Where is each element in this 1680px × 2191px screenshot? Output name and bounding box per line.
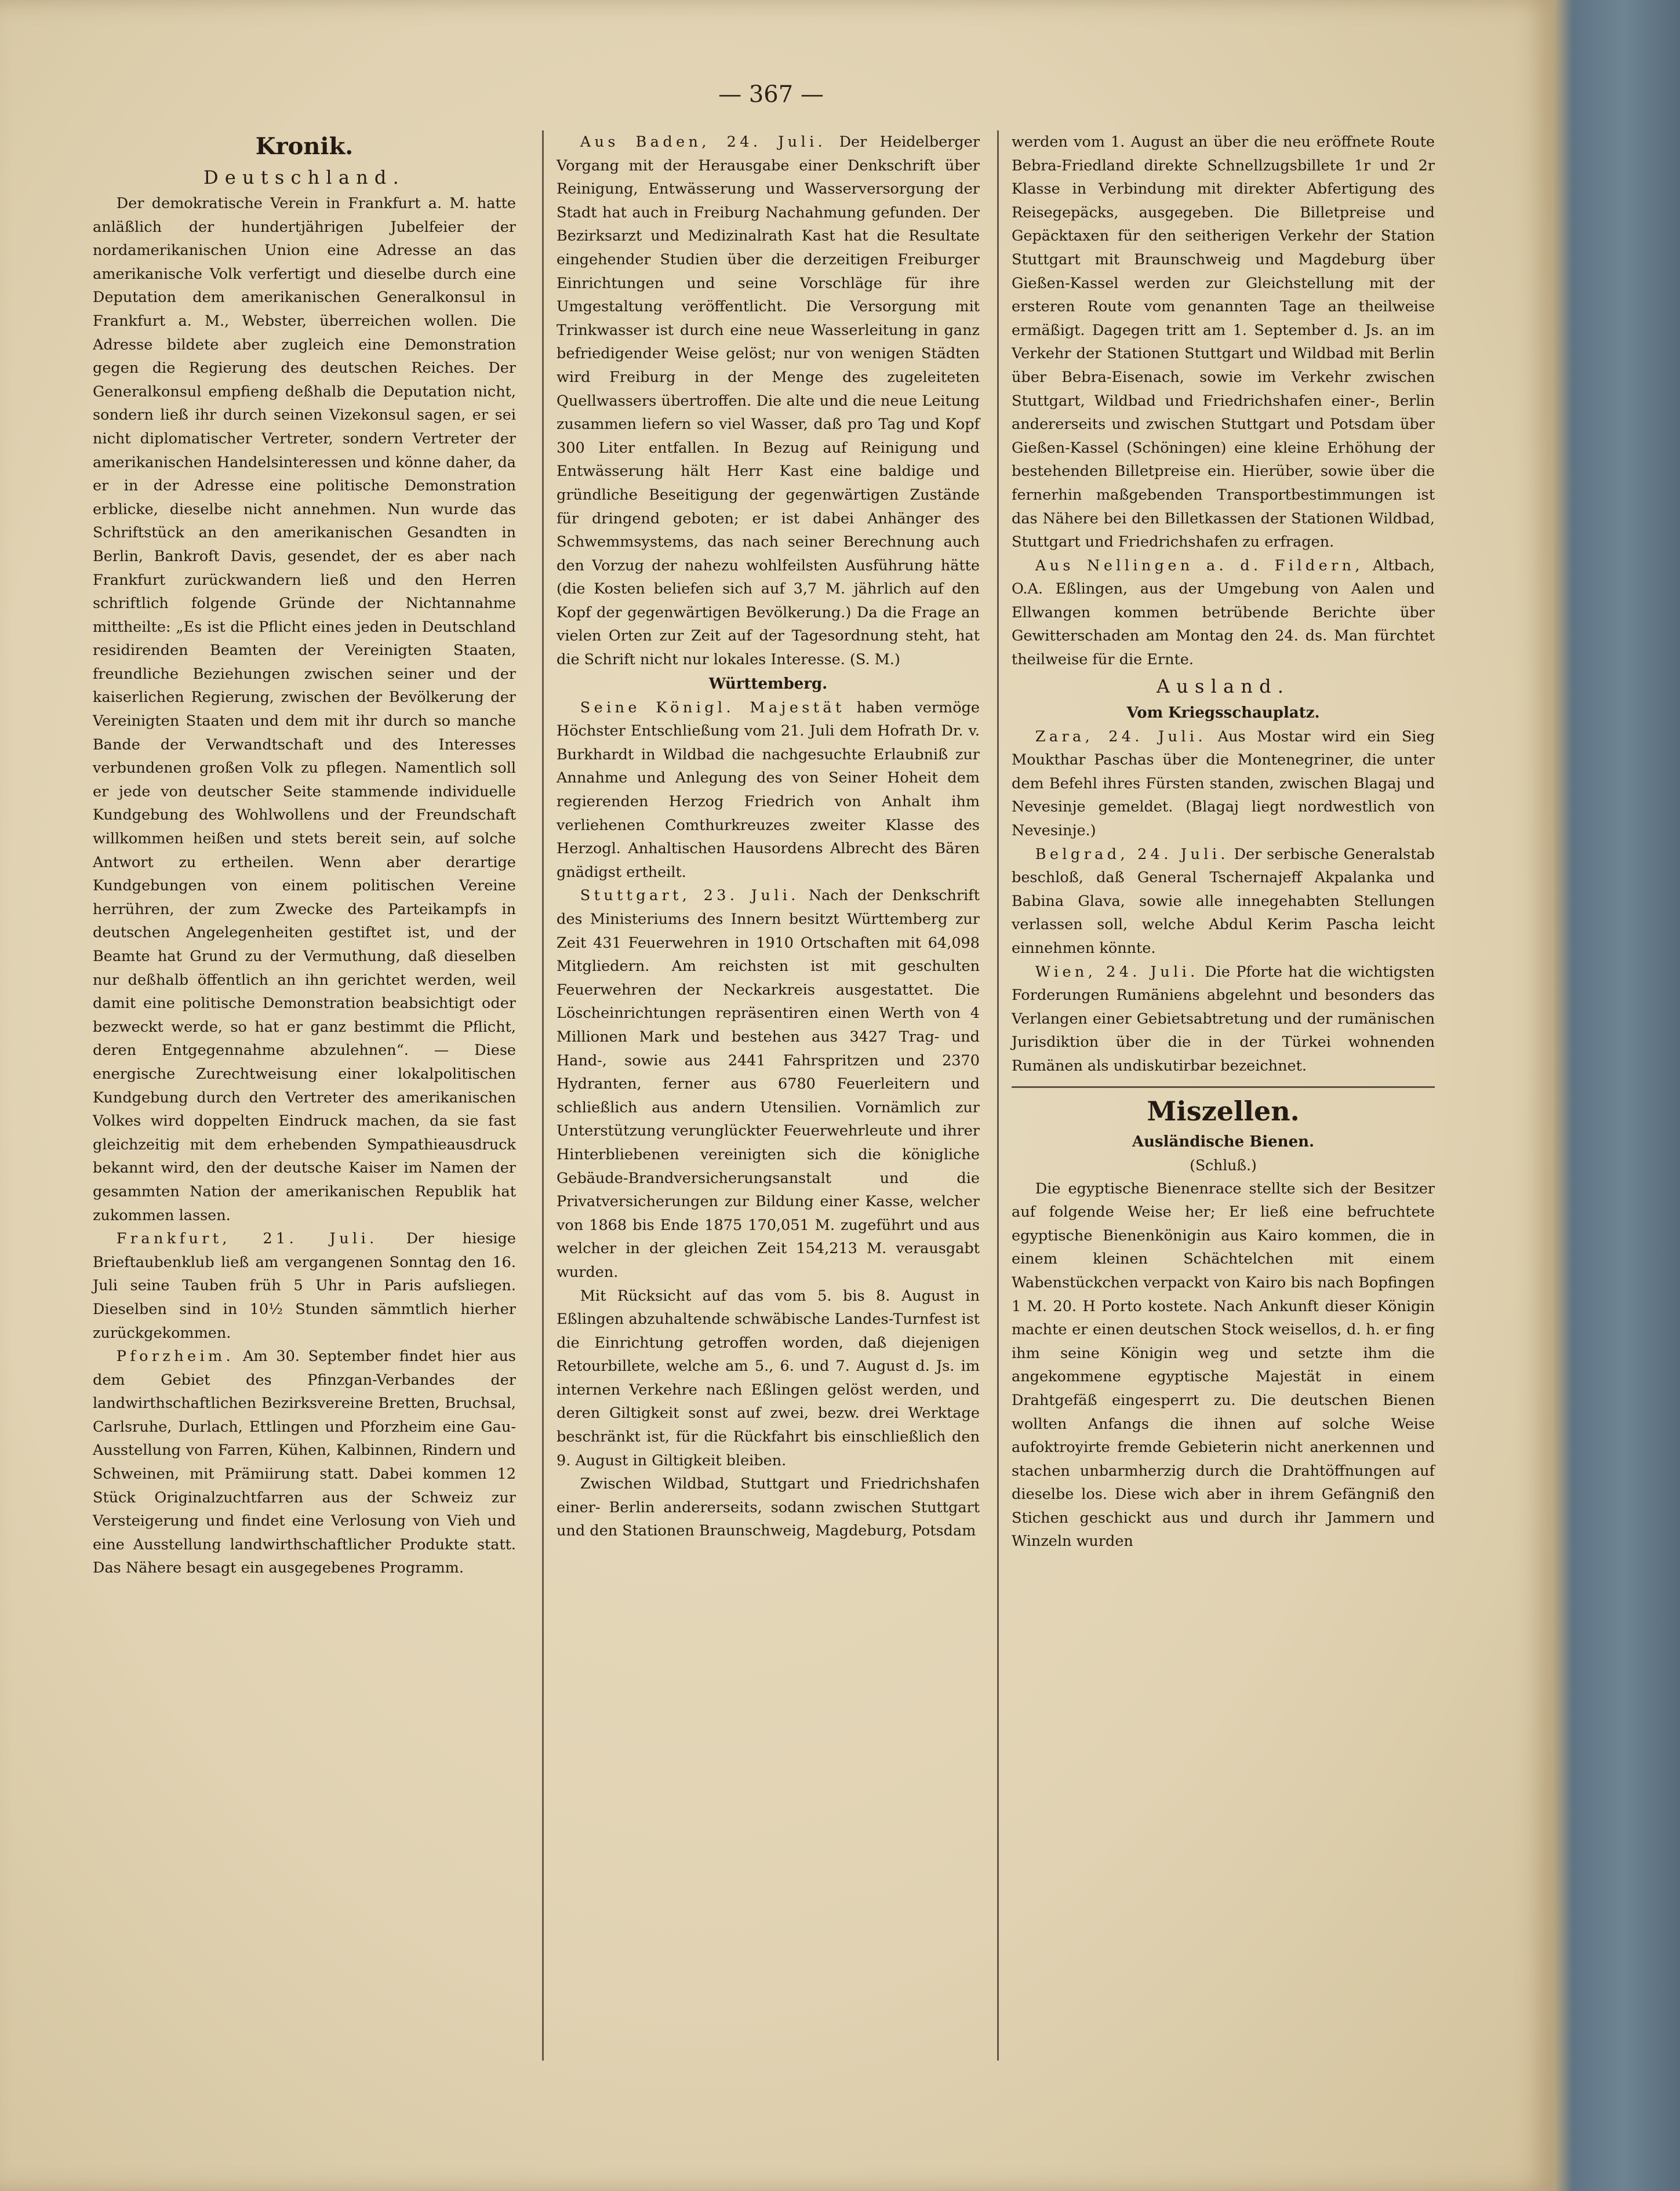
article-wildbad: Zwischen Wildbad, Stuttgart und Friedrichshafen einer- Berlin andererseits, sodann zwischen Stuttgart und den Stationen Braunschweig, Magdeburg, Potsdam [557,1475,980,1540]
heading-kriegsschauplatz: Vom Kriegsschauplatz. [1126,704,1320,722]
dateline: Aus Nellingen a. d. Fildern, [1035,556,1363,574]
article-pforzheim [93,1345,516,1580]
article-body: Der Heidelberger Vorgang mit der Herausgabe einer Denkschrift über Reinigung, Entwässerung und Wasserversorgung der Stadt hat auch in Freiburg Nachahmung gefunden. Der Bezirksarzt und Medizinalrath Kast hat die Resultate eingehender Studien über die derzeitigen Freiburger Einrichtungen und seine Vorschläge für ihre Umgestaltung veröffentlicht. Die Versorgung mit Trinkwasser ist durch eine neue Wasserleitung in ganz befriedigender Weise gelöst; nur von wenigen Städten wird Freiburg in der Menge des zugeleiteten Quellwassers übertroffen. Die alte und die neue Leitung zusammen liefern so viel Wasser, daß pro Tag und Kopf 300 Liter entfallen. In Bezug auf Reinigung und Entwässerung hält Herr Kast eine baldige und gründliche Beseitigung der gegenwärtigen Zustände für dringend geboten; er ist dabei Anhänger des Schwemmsystems, das nach seiner Berechnung auch den Vorzug der nahezu wohlfeilsten Ausführung hätte (die Kosten beliefen sich auf 3,7 M. jährlich auf den Kopf der gegenwärtigen Bevölkerung.) Da die Frage an vielen Orten zur Zeit auf der Tagesordnung steht, hat die Schrift nicht nur lokales Interesse. (S. M.) [557,133,980,669]
dateline: Aus Baden, 24. Juli. [580,133,827,151]
article-frankfurt-verein: Der demokratische Verein in Frankfurt a. M. hatte anläßlich der hundertjährigen Jubelfeier der nordamerikanischen Union eine Adresse an das amerikanische Volk verfertigt und dieselbe durch eine Deputation dem amerikanischen Generalkonsul in Frankfurt a. M., Webster, überreichen wollen. Die Adresse bildete aber zugleich eine Demonstration gegen die Regierung des deutschen Reiches. Der Generalkonsul empfieng deßhalb die Deputation nicht, sondern ließ ihr durch seinen Vizekonsul sagen, er sei nicht diplomatischer Vertreter, sondern Vertreter der amerikanischen Handelsinteressen und könne daher, da er in der Adresse eine politische Demonstration erblicke, dieselbe nicht annehmen. Nun wurde das Schriftstück an den amerikanischen Gesandten in Berlin, Bankroft Davis, gesendet, der es aber nach Frankfurt zurückwandern ließ und den Herren schriftlich folgende Gründe der Nichtannahme mittheilte: „Es ist die Pflicht eines jeden in Deutschland residirenden Beamten der Vereinigten Staaten, freundliche Beziehungen zwischen seiner und der kaiserlichen Regierung, zwischen der Bevölkerung der Vereinigten Staaten und dem mit ihr durch so manche Bande der Verwandtschaft und des Interesses verbundenen großen Volk zu pflegen. Namentlich soll er jede von deutscher Seite stammende individuelle Kundgebung des Wohlwollens und der Freundschaft willkommen heißen und stets bereit sein, auf solche Antwort zu ertheilen. Wenn aber derartige Kundgebungen von einem politischen Vereine herrühren, der zum Zwecke des Parteikampfs in deutschen Angelegenheiten gestiftet ist, und der Beamte hat Grund zu der Vermuthung, daß dieselben nur deßhalb öffentlich an ihn gerichtet werden, weil damit eine politische Demonstration beabsichtigt oder bezweckt werde, so hat er ganz bestimmt die Pflicht, deren Entgegennahme abzulehnen“. — Diese energische Zurechtweisung einer lokalpolitischen Kundgebung durch den Vertreter des amerikanischen Volkes wird doppelten Eindruck machen, da sie fast gleichzeitig mit dem erhebenden Sympathieausdruck bekannt wird, den der deutsche Kaiser im Namen der gesammten Nation der amerikanischen Republik hat zukommen lassen. [93,195,516,1224]
dateline: Stuttgart, 23. Juli. [580,887,799,905]
heading-deutschland: Deutschland. [203,166,405,188]
article-koenig [557,696,980,885]
section-heading-kronik: Kronik. [255,133,354,160]
article-baden [557,130,980,672]
article-body: Nach der Denkschrift des Ministeriums des Innern besitzt Württemberg zur Zeit 431 Feuerwehren in 1910 Ortschaften mit 64,098 Mitgliedern. Am reichsten ist mit geschulten Feuerwehren der Neckarkreis ausgestattet. Die Löscheinrichtungen repräsentiren einen Werth von 4 Millionen Mark und bestehen aus 3427 Trag- und Hand-, sowie aus 2441 Fahrspritzen und 2370 Hydranten, ferner aus 6780 Feuerleitern und schließlich aus andern Utensilien. Vornämlich zur Unterstützung verunglückter Feuerwehrleute und ihrer Hinterbliebenen vereinigten sich die königliche Gebäude-Brandversicherungsanstalt und die Privatversicherungen zur Bildung einer Kasse, welcher von 1868 bis Ende 1875 170,051 M. zugeführt und aus welcher in der gleichen Zeit 154,213 M. verausgabt wurden. [557,887,980,1281]
dateline: Zara, 24. Juli. [1035,727,1206,745]
article-turnfest: Mit Rücksicht auf das vom 5. bis 8. August in Eßlingen abzuhaltende schwäbische Landes-Turnfest ist die Einrichtung getroffen worden, daß diejenigen Retourbillete, welche am 5., 6. und 7. August d. Js. im internen Verkehre nach Eßlingen gelöst werden, und deren Giltigkeit sonst auf zwei, bezw. drei Werktage beschränkt ist, für die Rückfahrt bis einschließlich den 9. August in Giltigkeit bleiben. [557,1287,980,1469]
article-zara [1012,725,1435,843]
article-nellingen [1012,554,1435,672]
dateline: Wien, 24. Juli. [1035,963,1199,981]
column-3 [1012,130,1435,1553]
article-body: Der serbische Generalstab beschloß, daß General Tschernajeff Akpalanka und Babina Glava, sowie alle innegehabten Stellungen verlassen soll, welche Abdul Kerim Pascha leicht einnehmen könnte. [1012,845,1435,957]
dateline: Seine Königl. Majestät [580,698,845,716]
continuation-note: (Schluß.) [1190,1156,1257,1174]
article-body: Aus Mostar wird ein Sieg Moukthar Paschas über die Montenegriner, die unter dem Befehl ihres Fürsten standen, zwischen Blagaj und Nevesinje gemeldet. (Blagaj liegt nordwestlich von Nevesinje.) [1012,727,1435,840]
article-body: haben vermöge Höchster Entschließung vom 21. Juli dem Hofrath Dr. v. Burkhardt in Wildbad die nachgesuchte Erlaubniß zur Annahme und Anlegung des von Seiner Hoheit dem regierenden Herzog Friedrich von Anhalt ihm verliehenen Comthurkreuzes zweiter Klasse des Herzogl. Anhaltischen Hausordens Albrecht des Bären gnädigst ertheilt. [557,698,980,881]
article-body: Am 30. September findet hier aus dem Gebiet des Pfinzgan-Verbandes der landwirthschaftlichen Bezirksvereine Bretten, Bruchsal, Carlsruhe, Durlach, Ettlingen und Pforzheim eine Gau-Ausstellung von Farren, Kühen, Kalbinnen, Rindern und Schweinen, mit Prämiirung statt. Dabei kommen 12 Stück Originalzuchtfarren aus der Schweiz zur Versteigerung und findet eine Verlosung von Vieh und eine Ausstellung landwirthschaftlicher Produkte statt. Das Nähere besagt ein ausgegebenes Programm. [93,1348,516,1577]
article-belgrad [1012,843,1435,960]
article-body: Die Pforte hat die wichtigsten Forderungen Rumäniens abgelehnt und besonders das Verlangen einer Gebietsabtretung und der rumänischen Jurisdiktion über die in der Türkei wohnenden Rumänen als undiskutirbar bezeichnet. [1012,963,1435,1075]
article-body: Der hiesige Brieftaubenklub ließ am vergangenen Sonntag den 16. Juli seine Tauben früh 5 Uhr in Paris aufsliegen. Dieselben sind in 10½ Stunden sämmtlich hierher zurückgekommen. [93,1230,516,1342]
column-rule [542,130,544,2061]
section-heading-miszellen: Miszellen. [1147,1095,1300,1127]
column-rule [997,130,999,2061]
heading-auslaendische-bienen: Ausländische Bienen. [1132,1133,1315,1151]
column-1 [93,130,516,1580]
book-edge [1539,0,1680,2191]
article-frankfurt-tauben [93,1227,516,1345]
article-wildbad-continued: werden vom 1. August an über die neu eröffnete Route Bebra-Friedland direkte Schnellzugsbillete 1r und 2r Klasse in Verbindung mit direkter Abfertigung des Reisegepäcks, ausgegeben. Die Billetpreise und Gepäcktaxen für den seitherigen Verkehr der Station Stuttgart mit Braunschweig und Magdeburg über Gießen-Kassel werden zur Gleichstellung mit der ersteren Route vom genannten Tage an theilweise ermäßigt. Dagegen tritt am 1. September d. Js. an im Verkehr der Stationen Stuttgart und Wildbad mit Berlin über Bebra-Eisenach, sowie im Verkehr zwischen Stuttgart, Wildbad und Friedrichshafen einer-, Berlin andererseits und zwischen Stuttgart und Potsdam über Gießen-Kassel (Schöningen) eine kleine Erhöhung der bestehenden Billetpreise ein. Hierüber, sowie über die fernerhin maßgebenden Transportbestimmungen ist das Nähere bei den Billetkassen der Stationen Wildbad, Stuttgart und Friedrichshafen zu erfragen. [1012,133,1435,551]
dateline: Pforzheim. [116,1348,235,1366]
page-number: — 367 — [718,81,824,108]
dateline: Belgrad, 24. Juli. [1035,845,1229,863]
column-2 [557,130,980,1543]
article-stuttgart [557,884,980,1284]
heading-ausland: Ausland. [1156,675,1290,697]
article-bienen: Die egyptische Bienenrace stellte sich der Besitzer auf folgende Weise her; Er ließ eine befruchtete egyptische Bienenkönigin aus Kairo kommen, die in einem kleinen Schächtelchen mit einem Wabenstückchen verpackt von Kairo bis nach Bopfingen 1 M. 20. H Porto kostete. Nach Ankunft dieser Königin machte er einen deutschen Stock weisellos, d. h. er fing ihm seine Königin weg und setzte ihm die angekommene egyptische Majestät in einem Drahtgefäß eingesperrt zu. Die deutschen Bienen wollten Anfangs die ihnen auf solche Weise aufoktroyirte fremde Gebieterin nicht anerkennen und stachen unbarmherzig durch die Drahtöffnungen auf dieselbe los. Diese wich aber in ihrem Gefängniß den Stichen geschickt aus und durch ihr Jammern und Winzeln wurden [1012,1180,1435,1551]
article-wien [1012,960,1435,1078]
section-divider [1012,1086,1435,1088]
heading-wuerttemberg: Württemberg. [708,675,828,693]
dateline: Frankfurt, 21. Juli. [116,1230,378,1248]
article-body: Altbach, O.A. Eßlingen, aus der Umgebung von Aalen und Ellwangen kommen betrübende Berichte über Gewitterschaden am Montag den 24. ds. Man fürchtet theilweise für die Ernte. [1012,556,1435,669]
